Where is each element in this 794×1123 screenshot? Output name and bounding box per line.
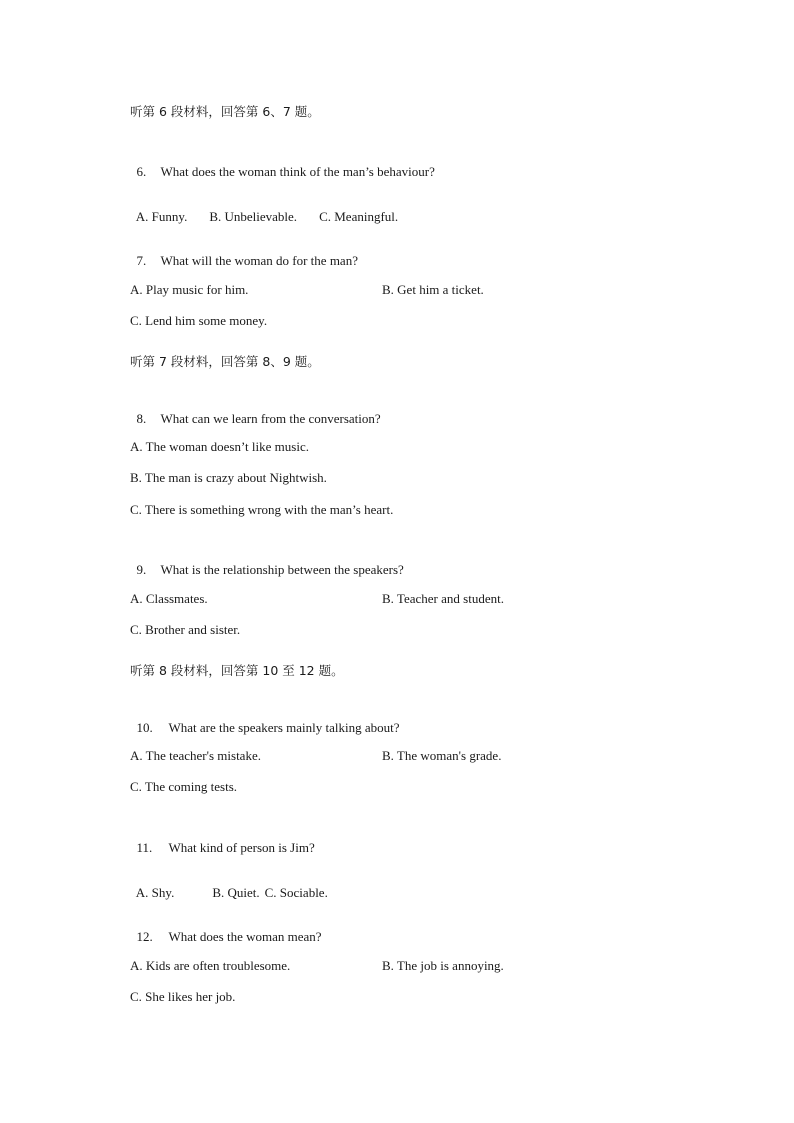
option-b: B. The woman's grade. [382, 748, 502, 763]
option-b: B. Quiet. [212, 885, 260, 900]
question-number: 9. [136, 562, 147, 577]
option-c: C. The coming tests. [130, 779, 238, 794]
question-6-options [130, 193, 398, 225]
question-9 [130, 546, 404, 578]
question-11 [130, 824, 315, 856]
option-c: C. She likes her job. [130, 989, 236, 1004]
question-number: 10. [136, 720, 153, 735]
option-c: C. Sociable. [264, 885, 328, 900]
question-6 [130, 148, 435, 180]
option-c: C. Meaningful. [319, 209, 399, 224]
section-heading: 听第 7 段材料，回答第 8、9 题。 [130, 354, 320, 369]
question-number: 7. [136, 253, 147, 268]
section-heading: 听第 8 段材料，回答第 10 至 12 题。 [130, 663, 344, 678]
option-b: B. The man is crazy about Nightwish. [130, 470, 327, 485]
question-text: What are the speakers mainly talking about? [168, 720, 400, 735]
option-a: A. Funny. [135, 209, 188, 224]
option-a: A. Shy. [135, 885, 175, 900]
option-b: B. Unbelievable. [209, 209, 298, 224]
option-a: A. Classmates. [130, 591, 208, 606]
option-a: A. The teacher's mistake. [130, 748, 261, 763]
question-8 [130, 395, 381, 427]
question-number: 8. [136, 411, 147, 426]
question-text: What does the woman mean? [168, 929, 322, 944]
option-a: A. Kids are often troublesome. [130, 958, 291, 973]
option-b: B. Teacher and student. [382, 591, 504, 606]
section-heading: 听第 6 段材料，回答第 6、7 题。 [130, 104, 320, 119]
question-text: What will the woman do for the man? [160, 253, 358, 268]
question-10 [130, 704, 400, 736]
question-text: What kind of person is Jim? [168, 840, 315, 855]
question-number: 6. [136, 164, 147, 179]
option-c: C. There is something wrong with the man’s heart. [130, 502, 394, 517]
option-b: B. The job is annoying. [382, 958, 504, 973]
question-12 [130, 913, 322, 945]
question-number: 11. [136, 840, 153, 855]
question-text: What is the relationship between the speakers? [160, 562, 404, 577]
option-c: C. Lend him some money. [130, 313, 268, 328]
question-text: What does the woman think of the man’s behaviour? [160, 164, 435, 179]
question-11-options [130, 869, 328, 901]
question-7 [130, 237, 358, 269]
option-b: B. Get him a ticket. [382, 282, 484, 297]
question-text: What can we learn from the conversation? [160, 411, 381, 426]
question-number: 12. [136, 929, 153, 944]
option-a: A. The woman doesn’t like music. [130, 439, 309, 454]
option-a: A. Play music for him. [130, 282, 249, 297]
option-c: C. Brother and sister. [130, 622, 241, 637]
